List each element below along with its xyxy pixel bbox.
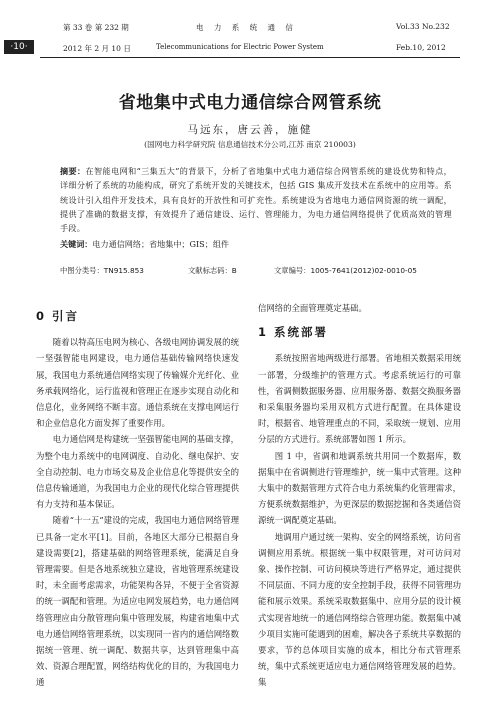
authors: 马远东，唐云善，施健 xyxy=(187,124,313,136)
keywords-label: 关键词： xyxy=(60,239,93,249)
issue-date-en: Feb.10, 2012 xyxy=(396,43,446,52)
section-heading-intro: 0 引言 xyxy=(36,309,80,323)
journal-title-cn: 电 力 系 统 通 信 xyxy=(196,23,297,32)
right-column xyxy=(258,300,461,691)
section-heading-deployment: 1 系统部署 xyxy=(258,325,329,340)
intro-paragraph-3: 随着“十一五”建设的完成，我国电力通信网络管理已具备一定水平[1]。目前，各地区大部分已根据自身建设需要[2]，搭建基础的网络管理系统，能满足自身管理需要。但是各地系统独立建设，省地管理系统建设时，未全面考虑需求，功能架构各异，不便于全省资源的统一调配和管理。为适应电网发展趋势，电力通信网络管理应由分散管理向集中管理发展，构建省地集中式电力通信网络管理系统，以实现同一省内的通信网络数据统一管理、统一调配、数据共享，达到管理集中高效、资源合理配置，网络结构优化的目的，为我国电力通 xyxy=(36,515,239,688)
volume-issue: 第 33 卷 第 232 期 xyxy=(63,23,129,32)
deployment-paragraph-3: 地调用户通过统一架构、安全的网络系统，访问省调侧应用系统。根据统一集中权限管理，对可访问对象、操作控制、可访问模块等进行严格界定，通过提供不同层面、不同力度的安全控制手段，获得不同管理功能和展示效果。系统采取数据集中、应用分层的设计模式实现省地统一的通信网络综合管理功能。数据集中减少项目实施可能遇到的困难，解决各子系统共享数据的要求，节约总体项目实施的成本，相比分布式管理系统，集中式系统更适应电力通信网络管理发展的趋势。集 xyxy=(258,531,461,688)
abstract-text: 在智能电网和“三集五大”的背景下，分析了省地集中式电力通信综合网管系统的建设优势和特点，详细分析了系统的功能构成，研究了系统开发的关键技术，包括 GIS 集成开发技术在系统中的应用等。系统设计引入组件开发技术，具有良好的开放性和可扩充性。系统建设为省地电力通信网资源的统一调配，提供了准确的数据支撑，有效提升了通信建设、运行、管理能力，为电力通信网络提供了优质高效的管理手段。 xyxy=(60,166,452,234)
page-number: ·10· xyxy=(4,40,34,54)
deployment-paragraph-2: 图 1 中，省调和地调系统共用同一个数据库，数据集中在省调侧进行管理维护，统一集中式管理。这种大集中的数据管理方式符合电力系统集约化管理需求，方便系统数据维护，为更深层的数据挖掘和各类通信资源统一调配奠定基础。 xyxy=(258,450,461,526)
paper-title: 省地集中式电力通信综合网管系统 xyxy=(118,93,382,113)
header-rule xyxy=(40,57,460,58)
issue-date-cn: 2012 年 2 月 10 日 xyxy=(63,44,131,53)
deployment-paragraph-1: 系统按照省地两级进行部署。省地相关数据采用统一部署，分级维护的管理方式。考虑系统运行的可靠性，省调侧数据服务器、应用服务器、数据交换服务器和采集服务器均采用双机方式进行配置。在具体建设时，根据省、地管理重点的不同，采取统一规划、应用分层的方式进行。系统部署如图 1 所示。 xyxy=(258,353,461,445)
article-number: 文章编号：1005-7641(2012)02-0010-05 xyxy=(274,266,417,275)
keywords-text: 电力通信网络；省地集中；GIS；组件 xyxy=(92,239,230,249)
keywords xyxy=(60,237,452,251)
abstract-label: 摘要： xyxy=(60,166,86,176)
journal-title-en: Telecommunications for Electric Power System xyxy=(156,43,324,51)
intro-paragraph-1: 随着以特高压电网为核心、各级电网协调发展的统一坚强智能电网建设，电力通信基础传输网络快速发展，我国电力系统通信网络实现了传输媒介光纤化、业务承载网络化，运行监视和管理正在逐步实现自动化和信息化，业务网络不断丰富。通信系统在支撑电网运行和企业信息化方面发挥了重要作用。 xyxy=(36,337,239,429)
abstract xyxy=(60,164,452,235)
volume-issue-en: Vol.33 No.232 xyxy=(396,22,450,31)
intro-continuation: 信网络的全面管理奠定基础。 xyxy=(258,303,367,313)
clc-number: 中图分类号：TN915.853 xyxy=(60,266,144,275)
left-column xyxy=(36,300,239,691)
document-code: 文献标志码：B xyxy=(188,266,237,275)
affiliation: (国网电力科学研究院 信息通信技术分公司,江苏 南京 210003) xyxy=(144,140,356,149)
intro-paragraph-2: 电力通信网是构建统一坚强智能电网的基础支撑，为整个电力系统中的电网调度、自动化、继电保护、安全自动控制、电力市场交易及企业信息化等提供安全的信息传输通道，为我国电力企业的现代化综合管理提供有力支持和基本保证。 xyxy=(36,434,239,510)
